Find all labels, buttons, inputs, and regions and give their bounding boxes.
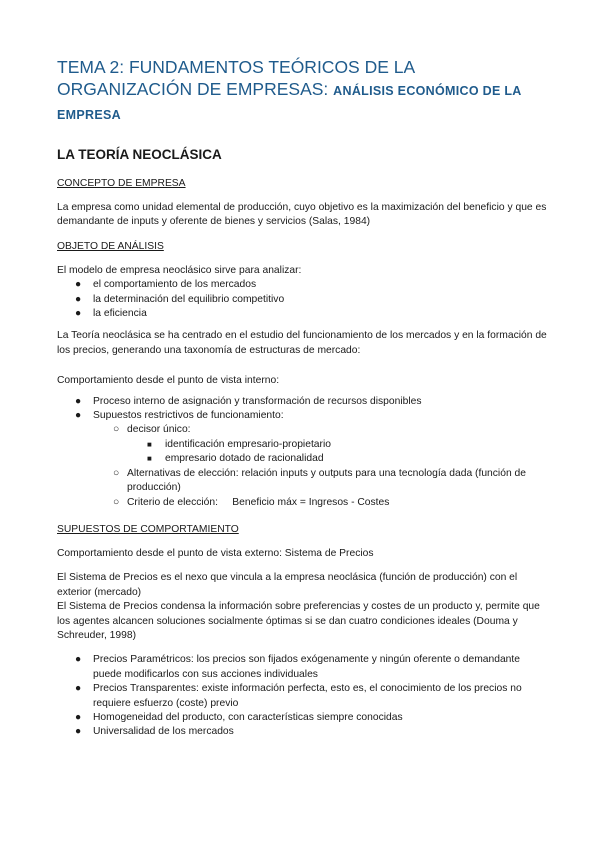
title-subtitle: ANÁLISIS ECONÓMICO DE LA EMPRESA xyxy=(57,84,522,122)
interno-list xyxy=(57,395,547,510)
list-item: ○ Alternativas de elección: relación inputs y outputs para una tecnología dada (función de producción) xyxy=(113,467,526,494)
concepto-text: La empresa como unidad elemental de producción, cuyo objetivo es la maximización del beneficio y que es demandante de inputs y oferente de bienes y servicios (Salas, 1984) xyxy=(57,202,547,228)
supuestos-paragraph-2: El Sistema de Precios condensa la información sobre preferencias y costes de un producto y, permite que los agentes alcancen soluciones socialmente óptimas si se dan cuatro condiciones ideales (Douma y Schreuder, 1998) xyxy=(57,601,540,641)
square-bullet-icon: ■ xyxy=(147,454,152,464)
bullet-icon: ● xyxy=(75,395,82,407)
objeto-heading: OBJETO DE ANÁLISIS xyxy=(57,240,164,252)
list-item: ○ Criterio de elección: Beneficio máx = Ingresos - Costes xyxy=(57,496,547,510)
section-heading: LA TEORÍA NEOCLÁSICA xyxy=(57,147,222,162)
square-bullet-icon: ■ xyxy=(147,439,152,449)
title-main: TEMA 2: FUNDAMENTOS TEÓRICOS DE LA ORGANIZACIÓN DE EMPRESAS: xyxy=(57,57,415,99)
list-item: ● Precios Paramétricos: los precios son fijados exógenamente y ningún oferente o demandante puede modificarlos con sus acciones individuales xyxy=(75,654,520,680)
interno-line: Comportamiento desde el punto de vista interno: xyxy=(57,375,280,387)
bullet-icon: ● xyxy=(75,279,82,291)
list-item: ● Supuestos restrictivos de funcionamiento: xyxy=(57,409,547,423)
list-item: ■ empresario dotado de racionalidad xyxy=(57,452,547,466)
document-title xyxy=(57,56,547,126)
bullet-icon: ● xyxy=(75,711,82,723)
document-page xyxy=(57,56,547,740)
list-item: ■ identificación empresario-propietario xyxy=(57,438,547,452)
list-item: ● Universalidad de los mercados xyxy=(57,725,547,739)
list-item: ● Homogeneidad del producto, con características siempre conocidas xyxy=(57,711,547,725)
supuestos-list xyxy=(57,653,547,739)
externo-line: Comportamiento desde el punto de vista externo: Sistema de Precios xyxy=(57,547,374,559)
circle-bullet-icon: ○ xyxy=(113,467,120,479)
objeto-paragraph: La Teoría neoclásica se ha centrado en el estudio del funcionamiento de los mercados y en la formación de los precios, generando una taxonomía de estructuras de mercado: xyxy=(57,330,547,356)
bullet-icon: ● xyxy=(75,726,82,738)
bullet-icon: ● xyxy=(75,683,82,695)
bullet-icon: ● xyxy=(75,654,82,666)
objeto-intro: El modelo de empresa neoclásico sirve para analizar: xyxy=(57,264,302,276)
concepto-heading: CONCEPTO DE EMPRESA xyxy=(57,178,186,189)
bullet-icon: ● xyxy=(75,308,82,320)
list-item: ● Precios Transparentes: existe información perfecta, esto es, el conocimiento de los precios no requiere esfuerzo (coste) previo xyxy=(75,683,522,709)
list-item: ● el comportamiento de los mercados xyxy=(57,278,547,292)
bullet-icon: ● xyxy=(75,293,82,305)
list-item: ● Proceso interno de asignación y transformación de recursos disponibles xyxy=(57,395,547,409)
supuestos-heading: SUPUESTOS DE COMPORTAMIENTO xyxy=(57,523,239,535)
supuestos-paragraph-1: El Sistema de Precios es el nexo que vincula a la empresa neoclásica (función de producción) con el exterior (mercado) xyxy=(57,572,518,598)
list-item: ● la eficiencia xyxy=(57,307,547,321)
circle-bullet-icon: ○ xyxy=(113,424,120,436)
list-item: ○ decisor único: xyxy=(57,423,547,437)
objeto-list xyxy=(57,278,547,321)
bullet-icon: ● xyxy=(75,410,82,422)
circle-bullet-icon: ○ xyxy=(113,496,120,508)
list-item: ● la determinación del equilibrio competitivo xyxy=(57,293,547,307)
